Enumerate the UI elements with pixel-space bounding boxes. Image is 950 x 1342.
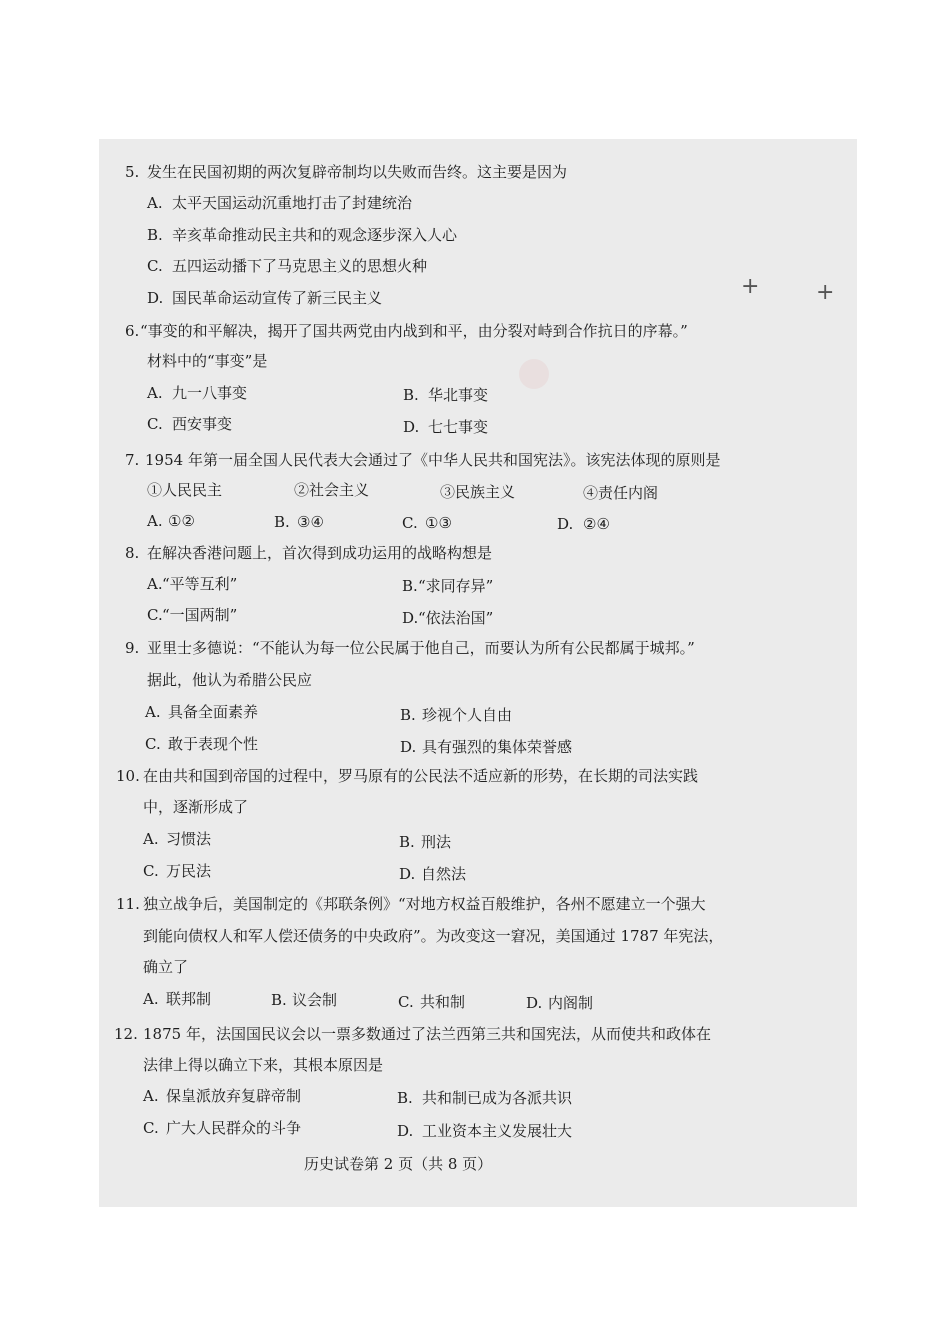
- option-text: “一国两制”: [162, 606, 238, 624]
- option-letter: C.: [147, 415, 163, 433]
- option-text: ③④: [297, 513, 324, 531]
- option-text: 刑法: [421, 833, 452, 851]
- option-text: ②④: [583, 515, 610, 533]
- option-letter: C.: [398, 993, 414, 1011]
- option-letter: C.: [145, 735, 161, 753]
- option-letter: A.: [143, 990, 159, 1008]
- question-number: 7.: [125, 451, 140, 469]
- option-letter: C.: [147, 257, 163, 275]
- question-number: 5.: [125, 163, 140, 181]
- question-stem: 到能向债权人和军人偿还债务的中央政府”。为改变这一窘况，美国通过 1787 年宪法，: [143, 927, 724, 945]
- statement-item: ①人民民主: [147, 481, 223, 499]
- question-stem: 在解决香港问题上，首次得到成功运用的战略构想是: [147, 544, 493, 562]
- option-letter: C.: [402, 514, 418, 532]
- option-letter: C.: [143, 1119, 159, 1137]
- question-stem: 中，逐渐形成了: [143, 798, 249, 816]
- option-text: 具有强烈的集体荣誉感: [422, 738, 573, 756]
- option-text: 华北事变: [428, 386, 489, 404]
- option-text: 国民革命运动宣传了新三民主义: [172, 289, 383, 307]
- option-letter: B.: [402, 577, 418, 595]
- option-text: 共和制: [420, 993, 466, 1011]
- option-letter: B.: [274, 513, 290, 531]
- question-stem: 1954 年第一届全国人民代表大会通过了《中华人民共和国宪法》。该宪法体现的原则是: [145, 451, 721, 469]
- option-text: 联邦制: [166, 990, 212, 1008]
- option-letter: D.: [526, 994, 543, 1012]
- option-text: 工业资本主义发展壮大: [422, 1122, 573, 1140]
- option-letter: A.: [147, 512, 163, 530]
- option-letter: B.: [399, 833, 415, 851]
- statement-item: ③民族主义: [440, 483, 516, 501]
- question-stem: 1875 年，法国国民议会以一票多数通过了法兰西第三共和国宪法，从而使共和政体在: [143, 1025, 711, 1043]
- option-letter: A.: [143, 830, 159, 848]
- crosshair-mark: +: [741, 274, 760, 299]
- question-stem: 法律上得以确立下来，其根本原因是: [143, 1056, 384, 1074]
- option-letter: D.: [557, 515, 574, 533]
- question-number: 11.: [116, 895, 140, 913]
- option-text: “求同存异”: [418, 577, 494, 595]
- option-letter: D.: [402, 609, 419, 627]
- option-letter: A.: [147, 575, 163, 593]
- question-number: 9.: [125, 639, 140, 657]
- option-letter: D.: [399, 865, 416, 883]
- option-text: 保皇派放弃复辟帝制: [166, 1087, 302, 1105]
- question-stem: 独立战争后，美国制定的《邦联条例》“对地方权益百般维护，各州不愿建立一个强大: [143, 895, 706, 913]
- option-text: 习惯法: [166, 830, 212, 848]
- option-text: 具备全面素养: [168, 703, 259, 721]
- option-letter: A.: [145, 703, 161, 721]
- option-letter: A.: [143, 1087, 159, 1105]
- option-text: 辛亥革命推动民主共和的观念逐步深入人心: [172, 226, 458, 244]
- question-stem: 据此，他认为希腊公民应: [147, 671, 313, 689]
- question-number: 12.: [114, 1025, 138, 1043]
- question-stem: 材料中的“事变”是: [147, 352, 268, 370]
- option-text: 九一八事变: [172, 384, 248, 402]
- option-letter: A.: [147, 384, 163, 402]
- crosshair-mark: +: [816, 280, 835, 305]
- option-letter: B.: [400, 706, 416, 724]
- option-letter: D.: [400, 738, 417, 756]
- option-text: 西安事变: [172, 415, 233, 433]
- option-text: “依法治国”: [418, 609, 494, 627]
- option-text: 敢于表现个性: [168, 735, 259, 753]
- question-stem: 发生在民国初期的两次复辟帝制均以失败而告终。这主要是因为: [147, 163, 568, 181]
- option-text: 内阁制: [548, 994, 594, 1012]
- question-number: 6.: [125, 322, 140, 340]
- option-text: 万民法: [166, 862, 212, 880]
- option-letter: B.: [403, 386, 419, 404]
- option-letter: A.: [147, 194, 163, 212]
- option-letter: D.: [403, 418, 420, 436]
- option-text: 广大人民群众的斗争: [166, 1119, 302, 1137]
- statement-item: ②社会主义: [294, 481, 370, 499]
- question-stem: 在由共和国到帝国的过程中，罗马原有的公民法不适应新的形势，在长期的司法实践: [143, 767, 699, 785]
- option-text: ①③: [425, 514, 452, 532]
- option-letter: D.: [397, 1122, 414, 1140]
- question-number: 8.: [125, 544, 140, 562]
- option-text: 七七事变: [428, 418, 489, 436]
- option-text: 珍视个人自由: [422, 706, 513, 724]
- option-letter: D.: [147, 289, 164, 307]
- option-letter: B.: [271, 991, 287, 1009]
- option-letter: B.: [397, 1089, 413, 1107]
- option-text: 太平天国运动沉重地打击了封建统治: [172, 194, 413, 212]
- option-letter: C.: [147, 606, 163, 624]
- option-text: 共和制已成为各派共识: [422, 1089, 573, 1107]
- option-text: 自然法: [421, 865, 467, 883]
- question-stem: “事变的和平解决，揭开了国共两党由内战到和平，由分裂对峙到合作抗日的序幕。”: [140, 322, 688, 340]
- question-number: 10.: [116, 767, 140, 785]
- option-text: “平等互利”: [162, 575, 238, 593]
- option-letter: B.: [147, 226, 163, 244]
- option-letter: C.: [143, 862, 159, 880]
- question-stem: 亚里士多德说：“不能认为每一位公民属于他自己，而要认为所有公民都属于城邦。”: [147, 639, 695, 657]
- option-text: 五四运动播下了马克思主义的思想火种: [172, 257, 428, 275]
- option-text: 议会制: [292, 991, 338, 1009]
- question-stem: 确立了: [143, 958, 189, 976]
- option-text: ①②: [168, 512, 195, 530]
- statement-item: ④责任内阁: [583, 484, 659, 502]
- page-footer: 历史试卷第 2 页（共 8 页）: [304, 1155, 493, 1173]
